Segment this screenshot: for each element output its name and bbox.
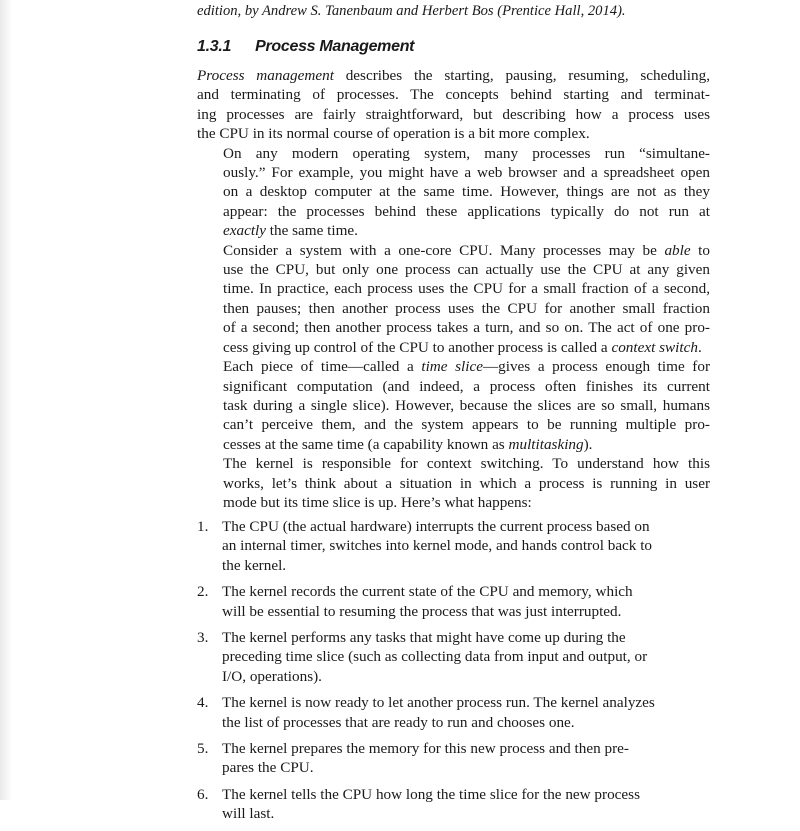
text-line: works, let’s think about a situation in which a process is running in user: [223, 474, 710, 492]
list-item-line: The CPU (the actual hardware) interrupts the current process based on: [222, 518, 650, 535]
list-item-line: The kernel performs any tasks that might have come up during the: [222, 629, 626, 647]
text-line: to: [690, 241, 710, 259]
term-context-switch: context switch: [611, 338, 698, 356]
text-line: the CPU in its normal course of operation is a bit more complex.: [197, 125, 590, 143]
paragraph-kernel-context-switching: [197, 454, 710, 512]
text-line: significant computation (and indeed, a process often finishes its current: [223, 377, 710, 395]
book-page: [197, 0, 711, 823]
list-item-number: 4.: [197, 694, 209, 712]
text-line: Each piece of time—called a: [223, 358, 422, 376]
list-item-line: the list of processes that are ready to run and chooses one.: [222, 713, 575, 731]
text-line: Consider a system with a one-core CPU. Many processes may be: [223, 241, 665, 259]
paragraph-one-core-cpu: [197, 241, 710, 357]
list-item-number: 1.: [197, 518, 209, 535]
paragraph-time-slice: [197, 357, 710, 454]
paragraph-process-management: [197, 66, 710, 144]
text-line: describes the starting, pausing, resuming, scheduling,: [333, 67, 710, 84]
text-line: of a second; then another process takes a turn, and so on. The act of one pro-: [223, 319, 710, 337]
list-item-line: The kernel tells the CPU how long the time slice for the new process: [222, 785, 640, 803]
text-line: ).: [583, 435, 593, 453]
text-line: mode but its time slice is up. Here’s what happens:: [223, 493, 532, 511]
text-line: cess giving up control of the CPU to another process is called a: [223, 338, 612, 356]
text-line: ously.” For example, you might have a web browser and a spreadsheet open: [223, 164, 710, 182]
list-item: [197, 693, 710, 732]
emphasis-able: able: [664, 241, 691, 259]
list-item: [197, 582, 710, 621]
reference-continuation-text: edition, by Andrew S. Tanenbaum and Herbert Bos (Prentice Hall, 2014).: [197, 3, 626, 19]
list-item-number: 6.: [197, 785, 209, 803]
section-heading: [197, 37, 414, 56]
text-line: the same time.: [266, 222, 358, 240]
text-line: task during a single slice). However, because the slices are so small, humans: [223, 396, 710, 414]
section-title: Process Management: [255, 38, 415, 55]
list-item: [197, 739, 710, 778]
text-line: cesses at the same time (a capability known as: [223, 435, 509, 453]
list-item-line: The kernel prepares the memory for this new process and then pre-: [222, 740, 629, 758]
list-item-line: will last.: [222, 805, 275, 823]
text-line: appear: the processes behind these applications typically do not run at: [223, 202, 710, 220]
section-number: 1.3.1: [197, 38, 232, 55]
list-item-number: 5.: [197, 740, 209, 758]
list-item-line: will be essential to resuming the process that was just interrupted.: [222, 602, 622, 620]
list-item: [197, 628, 710, 686]
text-line: then pauses; then another process uses the CPU for another small fraction: [223, 299, 710, 317]
term-process-management: Process management: [197, 67, 334, 84]
text-line: .: [697, 338, 702, 356]
list-item-line: an internal timer, switches into kernel mode, and hands control back to: [222, 537, 653, 555]
text-line: The kernel is responsible for context switching. To understand how this: [223, 455, 710, 473]
list-item: [197, 785, 710, 824]
text-line: time. In practice, each process uses the CPU for a small fraction of a second,: [223, 280, 710, 298]
text-line: on a desktop computer at the same time. However, things are not as they: [223, 183, 710, 201]
paragraph-simultaneous: [197, 144, 710, 241]
list-item-line: I/O, operations).: [222, 667, 322, 685]
context-switch-steps-list: [197, 517, 710, 831]
list-item-number: 2.: [197, 583, 209, 601]
section-body: [197, 66, 710, 512]
page-left-edge-shadow: [0, 0, 12, 800]
text-line: and terminating of processes. The concepts behind starting and terminat-: [197, 86, 710, 104]
text-line: On any modern operating system, many processes run “simultane-: [223, 144, 710, 162]
list-item-line: The kernel is now ready to let another process run. The kernel analyzes: [222, 694, 655, 712]
list-item-line: preceding time slice (such as collecting data from input and output, or: [222, 648, 648, 666]
list-item: [197, 517, 710, 575]
text-line: use the CPU, but only one process can actually use the CPU at any given: [223, 261, 710, 279]
list-item-line: The kernel records the current state of the CPU and memory, which: [222, 583, 633, 601]
term-time-slice: time slice: [421, 358, 483, 376]
text-line: ing processes are fairly straightforward, but describing how a process uses: [197, 105, 710, 123]
list-item-line: the kernel.: [222, 556, 287, 574]
term-multitasking: multitasking: [508, 435, 584, 453]
text-line: can’t perceive them, and the system appears to be running multiple pro-: [223, 416, 710, 434]
text-line: —gives a process enough time for: [482, 358, 711, 376]
list-item-number: 3.: [197, 629, 209, 647]
list-item-line: pares the CPU.: [222, 759, 314, 777]
emphasis-exactly: exactly: [223, 222, 266, 240]
